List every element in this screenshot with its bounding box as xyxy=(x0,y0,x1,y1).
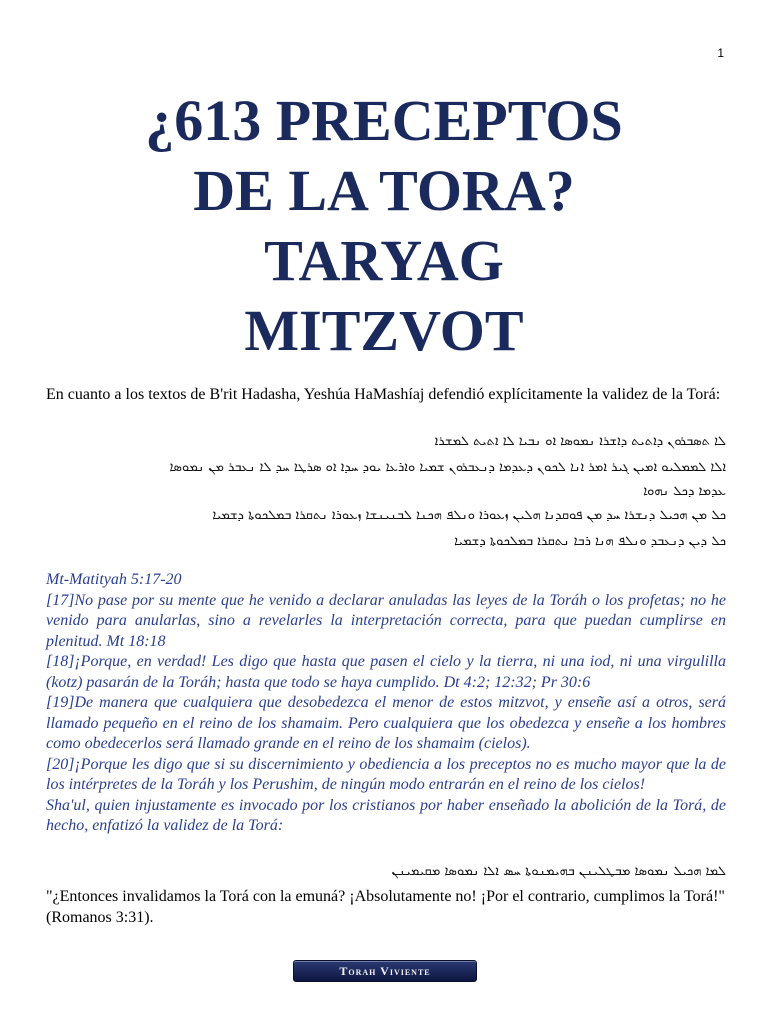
title-line: TARYAG xyxy=(264,228,504,293)
title-line: ¿613 PRECEPTOS xyxy=(145,88,623,153)
syriac-text-line: ܠܐ ܬܣܒܪܘܢ ܕܐܬܝܬ ܕܐܫܪܐ ܢܡܘܣܐ ܐܘ ܢܒܝܐ ܠܐ ܐܬܝܬ ܠܡܫܪܐ xyxy=(434,434,726,449)
verse-reference: Mt-Matityah 5:17-20 xyxy=(46,571,182,588)
verse-block xyxy=(46,570,726,837)
verse-20: [20]¡Porque les digo que si su discernimiento y obediencia a los preceptos no es mucho mayor que la de los intérpretes de la Toráh y los Perushim, de ningún modo entrarán en el reino de los cielos! xyxy=(46,755,726,793)
verse-17: [17]No pase por su mente que he venido a declarar anuladas las leyes de la Toráh o los profetas; no he venido para anularlas, sino a revelarles la interpretación correcta, para que puedan cumplirse en plenitud. Mt 18:18 xyxy=(46,591,726,650)
title-line: MITZVOT xyxy=(244,298,524,363)
intro-paragraph: En cuanto a los textos de B'rit Hadasha, Yeshúa HaMashíaj defendió explícitamente la validez de la Torá: xyxy=(46,386,721,403)
shaul-intro: Sha'ul, quien injustamente es invocado por los cristianos por haber enseñado la abolición de la Torá, de hecho, enfatizó la validez de la Torá: xyxy=(46,796,726,834)
syriac-text-line: ܠܡܐ ܗܟܝܠ ܢܡܘܣܐ ܡܒܛܠܝܢܢ ܒܗܝܡܢܘܬܐ ܚܣ ܐܠܐ ܢܡܘܣܐ ܡܩܝܡܝܢܢ xyxy=(391,864,726,879)
title-line: DE LA TORA? xyxy=(193,158,575,223)
syriac-text-line: ܟܠ ܡܢ ܗܟܝܠ ܕܢܫܪܐ ܚܕ ܡܢ ܦܘܩܕܢܐ ܗܠܝܢ ܙܥܘܪܐ ܘܢܠܦ ܗܟܢܐ ܠܒܢܝܢܫܐ ܙܥܘܪܐ ܢܬܩܪܐ ܒܡܠܟܘܬܐ ܕܫܡܝܐ xyxy=(212,508,726,523)
syriac-text-line: ܥܕܡܐ ܕܟܠ ܢܗܘܐ xyxy=(643,484,726,499)
footer-banner-logo: Torah Viviente xyxy=(293,960,477,982)
verse-19: [19]De manera que cualquiera que desobedezca el menor de estos mitzvot, y enseñe así a otros, será llamado pequeño en el reino de los shamaim. Pero cualquiera que los obedezca y enseñe a los hombres como obedecerlos será llamado grande en el reino de los shamaim (cielos). xyxy=(46,694,726,752)
verse-18: [18]¡Porque, en verdad! Les digo que hasta que pasen el cielo y la tierra, ni una iod, ni una virgulilla (kotz) pasarán de la Toráh; hasta que todo se haya cumplido. Dt 4:2; 12:32; Pr 30:6 xyxy=(46,653,726,691)
syriac-text-line: ܐܠܐ ܠܡܡܠܝܘ ܐܡܝܢ ܓܝܪ ܐܡܪ ܐܢܐ ܠܟܘܢ ܕܥܕܡܐ ܕܢܥܒܪܘܢ ܫܡܝܐ ܘܐܪܥܐ ܝܘܕ ܚܕܐ ܐܘ ܣܪܛܐ ܚܕ ܠܐ ܢܥܒܪ ܡܢ ܢܡܘܣܐ xyxy=(169,460,726,475)
page-number: 1 xyxy=(717,46,724,60)
syriac-text-line: ܟܠ ܕܝܢ ܕܢܥܒܕ ܘܢܠܦ ܗܢܐ ܪܒܐ ܢܬܩܪܐ ܒܡܠܟܘܬܐ ܕܫܡܝܐ xyxy=(454,534,726,549)
romans-quote: "¿Entonces invalidamos la Torá con la emuná? ¡Absolutamente no! ¡Por el contrario, cumplimos la Torá!" (Romanos 3:31). xyxy=(46,888,725,926)
page-title xyxy=(0,86,768,366)
